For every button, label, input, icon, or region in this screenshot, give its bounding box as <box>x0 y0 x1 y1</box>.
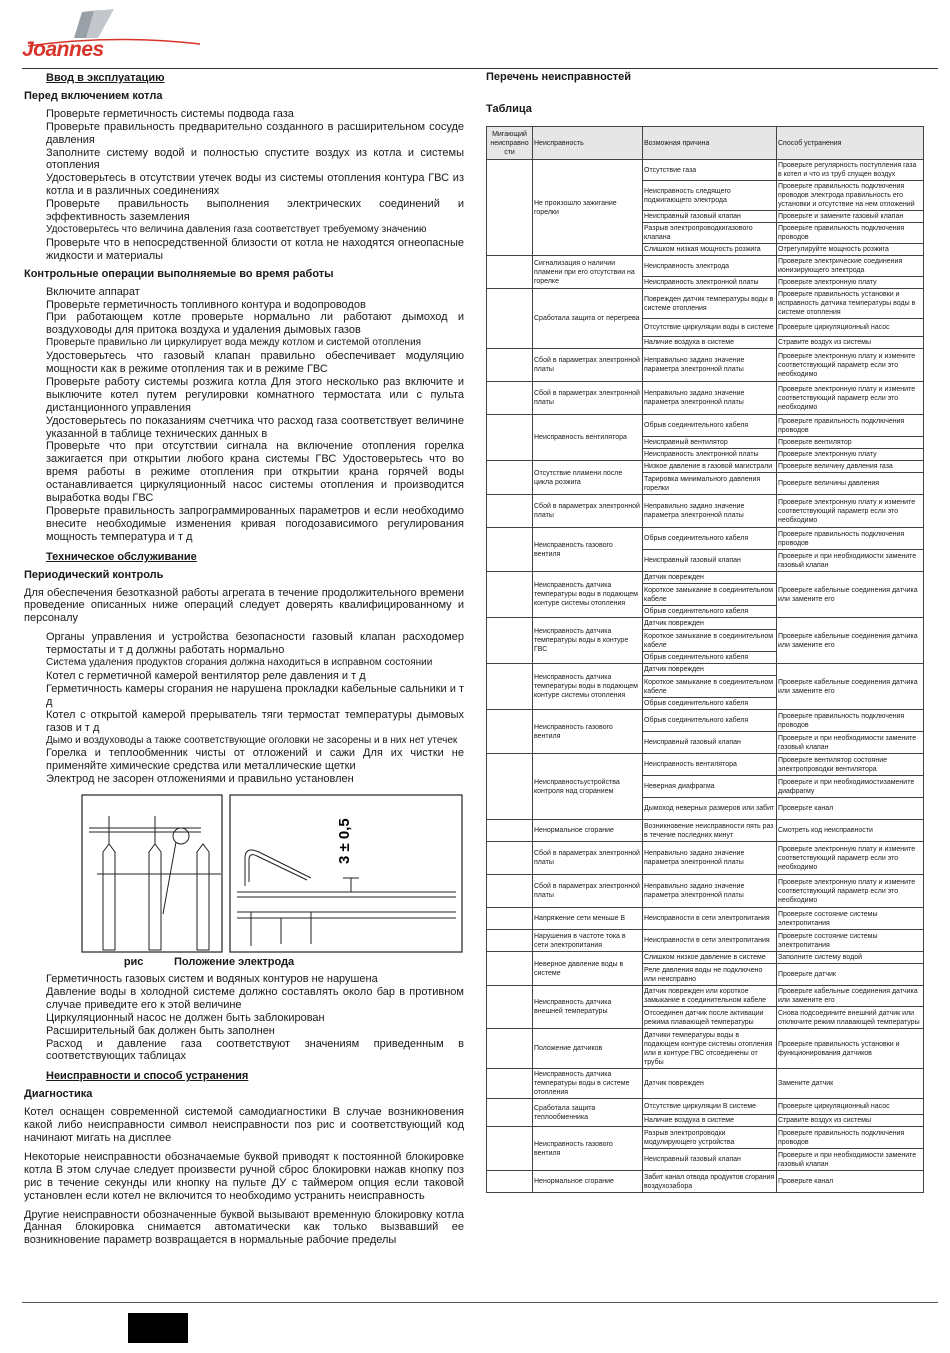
fault-description-cell: Положение датчиков <box>533 1029 643 1069</box>
fault-cause-cell: Отсоединен датчик после активации режима плавающей температуры <box>643 1007 777 1029</box>
fault-cause-cell: Обрыв соединительного кабеля <box>643 652 777 664</box>
fault-code-cell <box>487 754 533 820</box>
list-item: Удостоверьтесь что газовый клапан правильно обеспечивает модуляцию мощности как в режиме отопления так и в режиме ГВС <box>46 350 464 376</box>
header-remedy: Способ устранения <box>777 127 924 160</box>
fault-cause-cell: Неисправность электронной платы <box>643 277 777 289</box>
fault-remedy-cell: Проверьте правильность подключения проводов <box>777 223 924 244</box>
table-label: Таблица <box>486 103 532 115</box>
fault-remedy-cell: Заполните систему водой <box>777 952 924 964</box>
left-column <box>24 71 464 1247</box>
fault-remedy-cell: Отрегулируйте мощность розжига <box>777 244 924 256</box>
list-item: Проверьте герметичность топливного контура и водопроводов <box>46 298 366 311</box>
fault-cause-cell: Возникновение неисправности пять раз в течение последних минут <box>643 820 777 842</box>
fault-cause-cell: Неправильно задано значение параметра электронной платы <box>643 349 777 382</box>
fault-code-cell <box>487 160 533 256</box>
fault-description-cell: Ненормальное сгорание <box>533 1171 643 1193</box>
list-item: Герметичность газовых систем и водяных контуров не нарушена <box>46 973 378 986</box>
fault-remedy-cell: Проверьте и при необходимости замените газовый клапан <box>777 732 924 754</box>
figure-caption <box>24 956 464 969</box>
fault-cause-cell: Отсутствие циркуляции воды в системе <box>643 319 777 337</box>
fault-cause-cell: Слишком низкое давление в системе <box>643 952 777 964</box>
header-cause: Возможная причина <box>643 127 777 160</box>
fault-cause-cell: Датчик поврежден <box>643 618 777 630</box>
fault-remedy-cell: Проверьте и при необходимости замените газовый клапан <box>777 550 924 572</box>
fault-code-cell <box>487 986 533 1029</box>
fault-cause-cell: Неисправный газовый клапан <box>643 211 777 223</box>
fault-remedy-cell: Проверьте электронную плату и измените соответствующий параметр если это необходимо <box>777 842 924 875</box>
table-row <box>487 1171 924 1193</box>
list-item: Проверьте правильность выполнения электрических соединений и эффективность заземления <box>46 198 464 224</box>
list-item: Проверьте что при отсутствии сигнала на включение отопления горелка зажигается при открытии любого крана системы ГВС Удостоверьтесь что во время работы в режиме отопления при открытии крана горячей воды останавливается циркуляционный насос системы отопления и производится выработка воды ГВС <box>46 440 464 505</box>
fault-cause-cell: Наличие воздуха в системе <box>643 1115 777 1127</box>
fault-cause-cell: Неисправность электронной платы <box>643 449 777 461</box>
list-item: Расход и давление газа соответствуют значениям приведенным в соответствующих таблицах <box>46 1037 464 1063</box>
fault-remedy-cell: Замените датчик <box>777 1069 924 1099</box>
fault-remedy-cell: Проверьте циркуляционный насос <box>777 1099 924 1115</box>
fault-cause-cell: Неправильно задано значение параметра электронной платы <box>643 842 777 875</box>
fault-code-cell <box>487 1099 533 1127</box>
fault-cause-cell: Датчики температуры воды в подающем контуре системы отопления или в контуре ГВС отсоединены от трубы <box>643 1029 777 1069</box>
fault-description-cell: Сбой в параметрах электронной платы <box>533 495 643 528</box>
page-number-box <box>128 1313 188 1343</box>
dimension-label: 3 ± 0,5 <box>336 818 353 865</box>
header-fault: Неисправность <box>533 127 643 160</box>
fault-remedy-cell: Проверьте канал <box>777 1171 924 1193</box>
fault-description-cell: Неисправность датчика температуры воды в подающем контуре системы отопления <box>533 664 643 710</box>
fault-remedy-cell: Проверьте состояние системы электропитания <box>777 930 924 952</box>
fault-description-cell: Сбой в параметрах электронной платы <box>533 842 643 875</box>
fault-cause-cell: Низкое давление в газовой магистрали <box>643 461 777 473</box>
fault-remedy-cell: Стравите воздух из системы <box>777 1115 924 1127</box>
fault-remedy-cell: Проверьте датчик <box>777 964 924 986</box>
header-code: Мигающий неисправно сти <box>487 127 533 160</box>
table-row <box>487 289 924 319</box>
fault-cause-cell: Неисправный вентилятор <box>643 437 777 449</box>
fault-cause-cell: Разрыв электропроводкигазового клапана <box>643 223 777 244</box>
fault-cause-cell: Неисправный газовый клапан <box>643 1149 777 1171</box>
fault-remedy-cell: Проверьте кабельные соединения датчика или замените его <box>777 618 924 664</box>
fault-cause-cell: Поврежден датчик температуры воды в системе отопления <box>643 289 777 319</box>
table-row <box>487 382 924 415</box>
fault-cause-cell: Неисправный газовый клапан <box>643 732 777 754</box>
fault-code-cell <box>487 710 533 754</box>
list-item: Котел с открытой камерой прерыватель тяги термостат температуры дымовых газов и т д <box>46 708 464 734</box>
section-title-maintenance: Техническое обслуживание <box>46 550 197 563</box>
table-row <box>487 572 924 584</box>
list-item: Проверьте что в непосредственной близости от котла не находятся огнеопасные жидкости и материалы <box>46 236 464 262</box>
fault-remedy-cell: Проверьте правильность подключения проводов <box>777 528 924 550</box>
footer-rule <box>22 1302 938 1303</box>
table-row <box>487 1029 924 1069</box>
fault-cause-cell: Датчик поврежден <box>643 1069 777 1099</box>
table-row <box>487 618 924 630</box>
fault-code-cell <box>487 528 533 572</box>
list-item: Проверьте герметичность системы подвода газа <box>46 107 294 120</box>
brand-name: Joannes <box>22 38 104 61</box>
figure-number: рис <box>123 956 144 969</box>
table-row <box>487 710 924 732</box>
table-row <box>487 754 924 776</box>
list-item: Расширительный бак должен быть заполнен <box>46 1024 275 1037</box>
list-item: Включите аппарат <box>46 285 140 298</box>
table-row <box>487 908 924 930</box>
table-row <box>487 1069 924 1099</box>
list-item: Проверьте работу системы розжига котла Для этого несколько раз включите и выключите котел путем регулировки комнатного термостата или с пульта дистанционного управления <box>46 375 464 414</box>
fault-remedy-cell: Проверьте правильность установки и функционирования датчиков <box>777 1029 924 1069</box>
section-title-commissioning: Ввод в эксплуатацию <box>46 72 165 84</box>
subheading-periodic-control: Периодический контроль <box>24 568 164 581</box>
fault-code-cell <box>487 461 533 495</box>
fault-code-cell <box>487 842 533 875</box>
fault-code-cell <box>487 930 533 952</box>
fault-remedy-cell: Проверьте электронную плату и измените соответствующий параметр если это необходимо <box>777 495 924 528</box>
fault-cause-cell: Обрыв соединительного кабеля <box>643 528 777 550</box>
fault-cause-cell: Неисправность следящего поджигающего электрода <box>643 181 777 211</box>
fault-description-cell: Напряжение сети меньше В <box>533 908 643 930</box>
table-row <box>487 842 924 875</box>
fault-cause-cell: Забит канал отвода продуктов сгорания воздухозабора <box>643 1171 777 1193</box>
fault-code-cell <box>487 256 533 289</box>
fault-remedy-cell: Проверьте электрические соединения ионизирующего электрода <box>777 256 924 277</box>
fault-cause-cell: Неправильно задано значение параметра электронной платы <box>643 495 777 528</box>
fault-cause-cell: Отсутствие газа <box>643 160 777 181</box>
paragraph: Для обеспечения безотказной работы агрегата в течение продолжительного времени проведение описанных ниже операций следует доверять квалифицированному и персоналу <box>24 586 464 625</box>
fault-code-cell <box>487 382 533 415</box>
list-item: Горелка и теплообменник чисты от отложений и сажи Для их чистки не применяйте химические средства или металлические щетки <box>46 747 464 773</box>
fault-description-cell: Сигнализация о наличии пламени при его отсутствии на горелке <box>533 256 643 289</box>
list-item: Проверьте правильность предварительно созданного в расширительном сосуде давления <box>46 120 464 146</box>
fault-description-cell: Неисправность датчика температуры воды в системе отопления <box>533 1069 643 1099</box>
fault-remedy-cell: Проверьте правильность подключения проводов электрода правильность его установки и отсутствие на нем отложений <box>777 181 924 211</box>
fault-cause-cell: Дымоход неверных размеров или забит <box>643 798 777 820</box>
fault-cause-cell: Неисправности в сети электропитания <box>643 908 777 930</box>
fault-description-cell: Неисправность датчика температуры воды в контуре ГВС <box>533 618 643 664</box>
list-item: Удостоверьтесь в отсутствии утечек воды из системы отопления контура ГВС из котла и в различных соединениях <box>46 172 464 198</box>
table-row <box>487 875 924 908</box>
fault-code-cell <box>487 415 533 461</box>
fault-remedy-cell: Проверьте электронную плату <box>777 449 924 461</box>
fault-cause-cell: Датчик поврежден или короткое замыкание в соединительном кабеле <box>643 986 777 1007</box>
table-row <box>487 986 924 1007</box>
fault-code-cell <box>487 952 533 986</box>
fault-remedy-cell: Проверьте правильность подключения проводов <box>777 1127 924 1149</box>
fault-description-cell: Не произошло зажигание горелки <box>533 160 643 256</box>
section-title-faults: Неисправности и способ устранения <box>46 1070 249 1083</box>
list-item: Проверьте правильно ли циркулирует вода между котлом и системой отопления <box>46 337 422 349</box>
fault-cause-cell: Слишком низкая мощность розжига <box>643 244 777 256</box>
list-item: Дымо и воздуховоды а также соответствующие оголовки не засорены и в них нет утечек <box>46 734 458 746</box>
fault-remedy-cell: Проверьте электронную плату и измените соответствующий параметр если это необходимо <box>777 349 924 382</box>
fault-code-cell <box>487 1171 533 1193</box>
table-row <box>487 1099 924 1115</box>
brand-logo <box>22 8 207 61</box>
electrode-diagram <box>81 794 463 954</box>
fault-code-cell <box>487 1029 533 1069</box>
table-row <box>487 160 924 181</box>
fault-remedy-cell: Проверьте кабельные соединения датчика или замените его <box>777 986 924 1007</box>
fault-cause-cell: Обрыв соединительного кабеля <box>643 606 777 618</box>
table-row <box>487 952 924 964</box>
fault-description-cell: Неисправностьустройства контроля над сгоранием <box>533 754 643 820</box>
subheading-runtime-checks: Контрольные операции выполняемые во время работы <box>24 267 334 280</box>
header-rule <box>22 68 938 69</box>
fault-cause-cell: Обрыв соединительного кабеля <box>643 698 777 710</box>
fault-cause-cell: Неисправности в сети электропитания <box>643 930 777 952</box>
list-item: Циркуляционный насос не должен быть заблокирован <box>46 1011 325 1024</box>
fault-list-title: Перечень неисправностей <box>486 71 632 83</box>
right-column <box>486 71 926 115</box>
fault-remedy-cell: Проверьте правильность установки и исправность датчика температуры воды в системе отопления <box>777 289 924 319</box>
list-item: Удостоверьтесь что величина давления газа соответствует требуемому значению <box>46 223 427 235</box>
fault-cause-cell: Обрыв соединительного кабеля <box>643 415 777 437</box>
fault-code-cell <box>487 820 533 842</box>
list-item: При работающем котле проверьте нормально ли работают дымоход и воздуховоды для притока воздуха и удаления дымовых газов <box>46 311 464 337</box>
table-row <box>487 664 924 676</box>
fault-cause-cell: Тарировка минимального давления горелки <box>643 473 777 495</box>
fault-description-cell: Сработала защита от перегрева <box>533 289 643 349</box>
fault-description-cell: Неисправность газового вентиля <box>533 1127 643 1171</box>
fault-cause-cell: Обрыв соединительного кабеля <box>643 710 777 732</box>
list-item: Проверьте правильность запрограммированных параметров и если необходимо внесите необходимые изменения кривая погодозависимого регулирования мощность температура и т д <box>46 505 464 543</box>
paragraph: Другие неисправности обозначенные буквой вызывают временную блокировку котла Данная блокировка снимается автоматически как только вызвавший ее возникновение параметр возвращается в нормальные рабочие пределы <box>24 1208 464 1247</box>
fault-cause-cell: Неисправный газовый клапан <box>643 550 777 572</box>
list-item: Котел с герметичной камерой вентилятор реле давления и т д <box>46 669 366 682</box>
fault-cause-cell: Отсутствие циркуляции В системе <box>643 1099 777 1115</box>
fault-description-cell: Сбой в параметрах электронной платы <box>533 349 643 382</box>
fault-cause-cell: Короткое замыкание в соединительном кабеле <box>643 584 777 606</box>
fault-cause-cell: Реле давления воды не подключено или неисправно <box>643 964 777 986</box>
paragraph: Некоторые неисправности обозначаемые буквой приводят к постоянной блокировке котла В этом случае следует произвести ручной сброс блокировки нажав кнопку поз рис в течение секунды или кнопку на пульте ДУ с таймером опция если таковой установлен если котел не включится то необходимо устранить неисправность <box>24 1150 464 1202</box>
fault-cause-cell: Разрыв электропроводки модулирующего устройства <box>643 1127 777 1149</box>
list-item: Система удаления продуктов сгорания должна находиться в исправном состоянии <box>46 657 433 669</box>
fault-code-cell <box>487 495 533 528</box>
fault-description-cell: Сбой в параметрах электронной платы <box>533 875 643 908</box>
fault-remedy-cell: Снова подсоедините внешний датчик или отключите режим плавающей температуры <box>777 1007 924 1029</box>
list-item: Давление воды в холодной системе должно составлять около бар в противном случае приведите его к этой величине <box>46 985 464 1011</box>
table-row <box>487 1127 924 1149</box>
fault-cause-cell: Короткое замыкание в соединительном кабеле <box>643 676 777 698</box>
fault-cause-cell: Датчик поврежден <box>643 572 777 584</box>
fault-description-cell: Неисправность газового вентиля <box>533 528 643 572</box>
fault-remedy-cell: Проверьте и замените газовый клапан <box>777 211 924 223</box>
list-item: Заполните систему водой и полностью спустите воздух из котла и системы отопления <box>46 146 464 172</box>
table-row <box>487 461 924 473</box>
table-row <box>487 495 924 528</box>
fault-cause-cell: Неисправность электрода <box>643 256 777 277</box>
fault-remedy-cell: Проверьте величины давления <box>777 473 924 495</box>
fault-remedy-cell: Проверьте электронную плату и измените соответствующий параметр если это необходимо <box>777 875 924 908</box>
fault-code-cell <box>487 289 533 349</box>
table-row <box>487 349 924 382</box>
table-row <box>487 930 924 952</box>
fault-description-cell: Сбой в параметрах электронной платы <box>533 382 643 415</box>
fault-code-cell <box>487 618 533 664</box>
fault-remedy-cell: Проверьте и при необходимостизамените диафрагму <box>777 776 924 798</box>
electrode-figure <box>81 794 463 954</box>
fault-description-cell: Ненормальное сгорание <box>533 820 643 842</box>
subheading-diagnostics: Диагностика <box>24 1088 93 1101</box>
fault-cause-cell: Короткое замыкание в соединительном кабеле <box>643 630 777 652</box>
list-item: Электрод не засорен отложениями и правильно установлен <box>46 773 354 786</box>
fault-description-cell: Неисправность вентилятора <box>533 415 643 461</box>
fault-cause-cell: Неправильно задано значение параметра электронной платы <box>643 875 777 908</box>
fault-code-cell <box>487 875 533 908</box>
fault-description-cell: Отсутствие пламени после цикла розжига <box>533 461 643 495</box>
fault-remedy-cell: Проверьте и при необходимости замените газовый клапан <box>777 1149 924 1171</box>
paragraph: Котел оснащен современной системой самодиагностики В случае возникновения какой либо неисправности символ неисправности поз рис и соответствующий код начинают мигать на дисплее <box>24 1106 464 1144</box>
fault-remedy-cell: Проверьте вентилятор <box>777 437 924 449</box>
fault-remedy-cell: Проверьте электронную плату <box>777 277 924 289</box>
table-row <box>487 528 924 550</box>
fault-cause-cell: Неверная диафрагма <box>643 776 777 798</box>
fault-remedy-cell: Проверьте кабельные соединения датчика или замените его <box>777 664 924 710</box>
list-item: Герметичность камеры сгорания не нарушена прокладки кабельные сальники и т д <box>46 682 464 708</box>
table-row <box>487 256 924 277</box>
fault-code-cell <box>487 1069 533 1099</box>
fault-remedy-cell: Проверьте электронную плату и измените соответствующий параметр если это необходимо <box>777 382 924 415</box>
fault-remedy-cell: Проверьте канал <box>777 798 924 820</box>
fault-remedy-cell: Проверьте состояние системы электропитания <box>777 908 924 930</box>
fault-remedy-cell: Проверьте величину давления газа <box>777 461 924 473</box>
fault-code-cell <box>487 1127 533 1171</box>
fault-cause-cell: Наличие воздуха в системе <box>643 337 777 349</box>
fault-code-cell <box>487 908 533 930</box>
fault-remedy-cell: Проверьте правильность подключения проводов <box>777 415 924 437</box>
fault-cause-cell: Датчик поврежден <box>643 664 777 676</box>
fault-remedy-cell: Смотреть код неисправности <box>777 820 924 842</box>
fault-remedy-cell: Стравите воздух из системы <box>777 337 924 349</box>
fault-code-cell <box>487 664 533 710</box>
fault-table <box>486 126 924 1193</box>
fault-code-cell <box>487 349 533 382</box>
fault-description-cell: Нарушения в частоте тока в сети электропитания <box>533 930 643 952</box>
fault-remedy-cell: Проверьте вентилятор состояние электропроводки вентилятора <box>777 754 924 776</box>
list-item: Удостоверьтесь по показаниям счетчика что расход газа соответствует величине указанной в таблице технических данных в <box>46 414 464 440</box>
fault-cause-cell: Неисправность вентилятора <box>643 754 777 776</box>
table-row <box>487 415 924 437</box>
fault-description-cell: Неисправность датчика внешней температуры <box>533 986 643 1029</box>
fault-code-cell <box>487 572 533 618</box>
fault-remedy-cell: Проверьте регулярность поступления газа в котел и что из труб спущен воздух <box>777 160 924 181</box>
table-header-row <box>487 127 924 160</box>
fault-remedy-cell: Проверьте правильность подключения проводов <box>777 710 924 732</box>
fault-description-cell: Сработала защита теплообменника <box>533 1099 643 1127</box>
fault-description-cell: Неверное давление воды в системе <box>533 952 643 986</box>
fault-remedy-cell: Проверьте циркуляционный насос <box>777 319 924 337</box>
fault-description-cell: Неисправность газового вентиля <box>533 710 643 754</box>
subheading-before-start: Перед включением котла <box>24 89 163 102</box>
table-row <box>487 820 924 842</box>
list-item: Органы управления и устройства безопасности газовый клапан расходомер термостаты и т д должны работать нормально <box>46 631 464 657</box>
fault-description-cell: Неисправность датчика температуры воды в подающем контуре системы отопления <box>533 572 643 618</box>
fault-cause-cell: Неправильно задано значение параметра электронной платы <box>643 382 777 415</box>
fault-remedy-cell: Проверьте кабельные соединения датчика или замените его <box>777 572 924 618</box>
figure-title: Положение электрода <box>174 956 295 969</box>
